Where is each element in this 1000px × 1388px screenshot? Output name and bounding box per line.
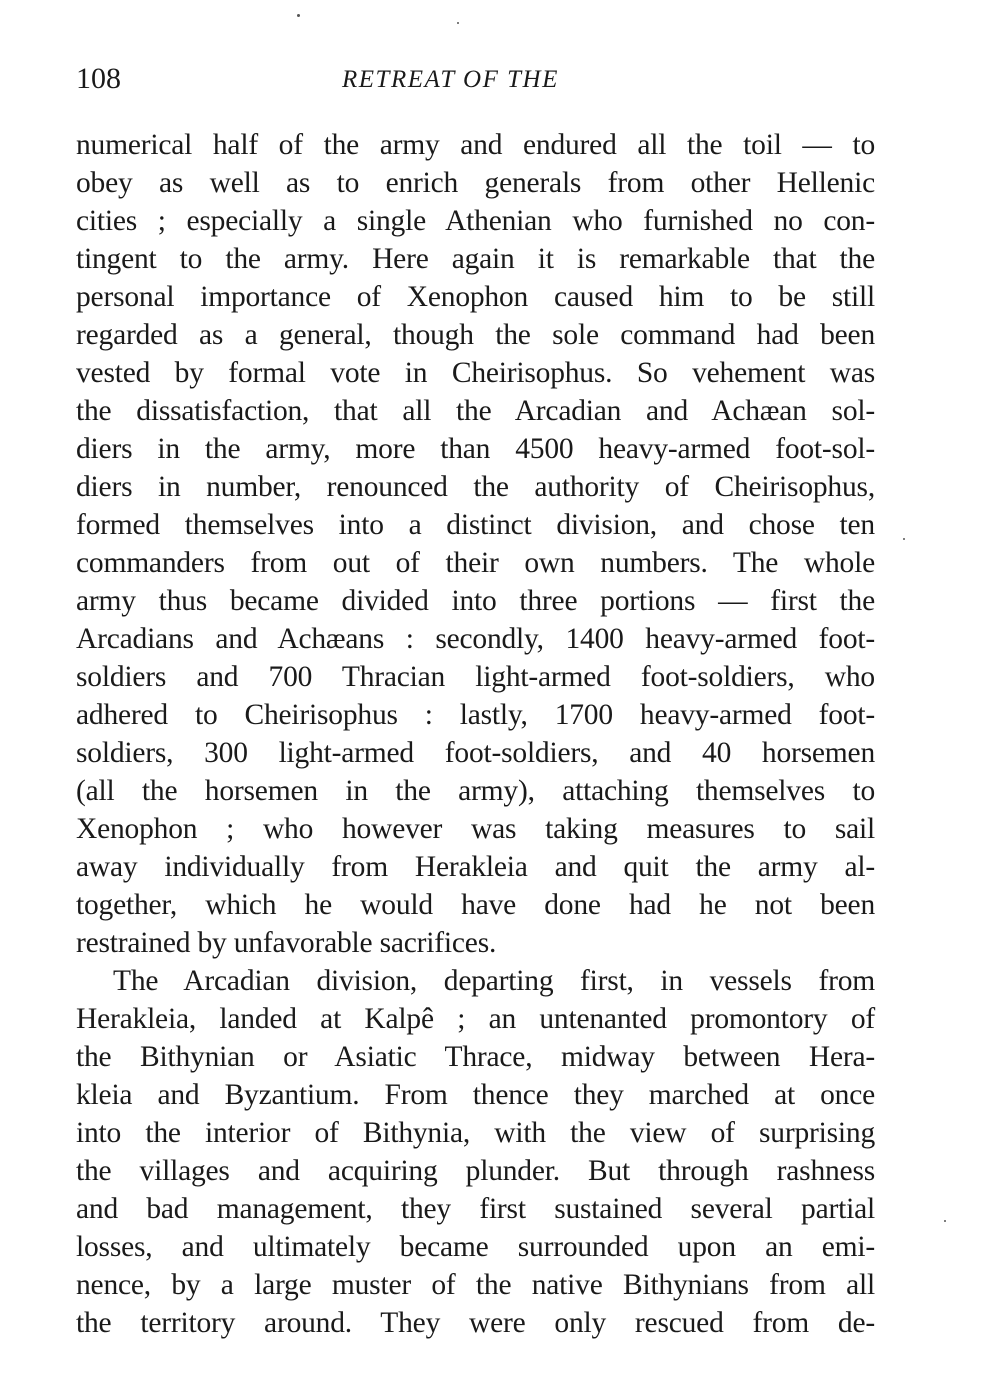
text-line: the dissatisfaction, that all the Arcadian and Achæan sol- xyxy=(76,395,875,427)
text-line: (all the horsemen in the army), attaching themselves to xyxy=(76,775,875,807)
text-line: commanders from out of their own numbers. The whole xyxy=(76,547,875,579)
text-line: soldiers, 300 light-armed foot-soldiers, and 40 horsemen xyxy=(76,737,875,769)
paragraph-1 xyxy=(76,126,875,962)
text-line: nence, by a large muster of the native Bithynians from all xyxy=(76,1269,875,1301)
scan-speck xyxy=(457,22,459,24)
page-number: 108 xyxy=(76,62,121,95)
text-line: cities ; especially a single Athenian who furnished no con- xyxy=(76,205,875,237)
body-text xyxy=(76,126,875,1342)
scan-speck xyxy=(944,1220,946,1222)
text-line: together, which he would have done had he not been xyxy=(76,889,875,921)
text-line: formed themselves into a distinct division, and chose ten xyxy=(76,509,875,541)
text-line: restrained by unfavorable sacrifices. xyxy=(76,927,497,959)
scan-speck xyxy=(297,14,300,17)
text-line: into the interior of Bithynia, with the view of surprising xyxy=(76,1117,875,1149)
text-line: away individually from Herakleia and quit the army al- xyxy=(76,851,875,883)
running-title: RETREAT OF THE xyxy=(342,66,559,93)
text-line: regarded as a general, though the sole command had been xyxy=(76,319,875,351)
text-line: Arcadians and Achæans : secondly, 1400 heavy-armed foot- xyxy=(76,623,875,655)
text-line: obey as well as to enrich generals from other Hellenic xyxy=(76,167,875,199)
running-head xyxy=(76,62,876,102)
text-line: and bad management, they first sustained several partial xyxy=(76,1193,875,1225)
text-line: Herakleia, landed at Kalpê ; an untenanted promontory of xyxy=(76,1003,875,1035)
text-line: diers in number, renounced the authority of Cheirisophus, xyxy=(76,471,875,503)
text-line: kleia and Byzantium. From thence they marched at once xyxy=(76,1079,875,1111)
text-line: the territory around. They were only rescued from de- xyxy=(76,1307,875,1339)
text-line: the villages and acquiring plunder. But through rashness xyxy=(76,1155,875,1187)
text-line: adhered to Cheirisophus : lastly, 1700 heavy-armed foot- xyxy=(76,699,875,731)
text-line: losses, and ultimately became surrounded upon an emi- xyxy=(76,1231,875,1263)
text-line: numerical half of the army and endured all the toil — to xyxy=(76,129,875,161)
text-line: tingent to the army. Here again it is remarkable that the xyxy=(76,243,875,275)
text-line: diers in the army, more than 4500 heavy-armed foot-sol- xyxy=(76,433,875,465)
scan-speck xyxy=(903,538,905,540)
text-line: army thus became divided into three portions — first the xyxy=(76,585,875,617)
text-line: personal importance of Xenophon caused him to be still xyxy=(76,281,875,313)
paragraph-2 xyxy=(76,962,875,1342)
text-line: Xenophon ; who however was taking measures to sail xyxy=(76,813,875,845)
text-line: The Arcadian division, departing first, in vessels from xyxy=(113,965,875,997)
text-line: the Bithynian or Asiatic Thrace, midway between Hera- xyxy=(76,1041,875,1073)
text-line: soldiers and 700 Thracian light-armed foot-soldiers, who xyxy=(76,661,875,693)
text-line: vested by formal vote in Cheirisophus. So vehement was xyxy=(76,357,875,389)
